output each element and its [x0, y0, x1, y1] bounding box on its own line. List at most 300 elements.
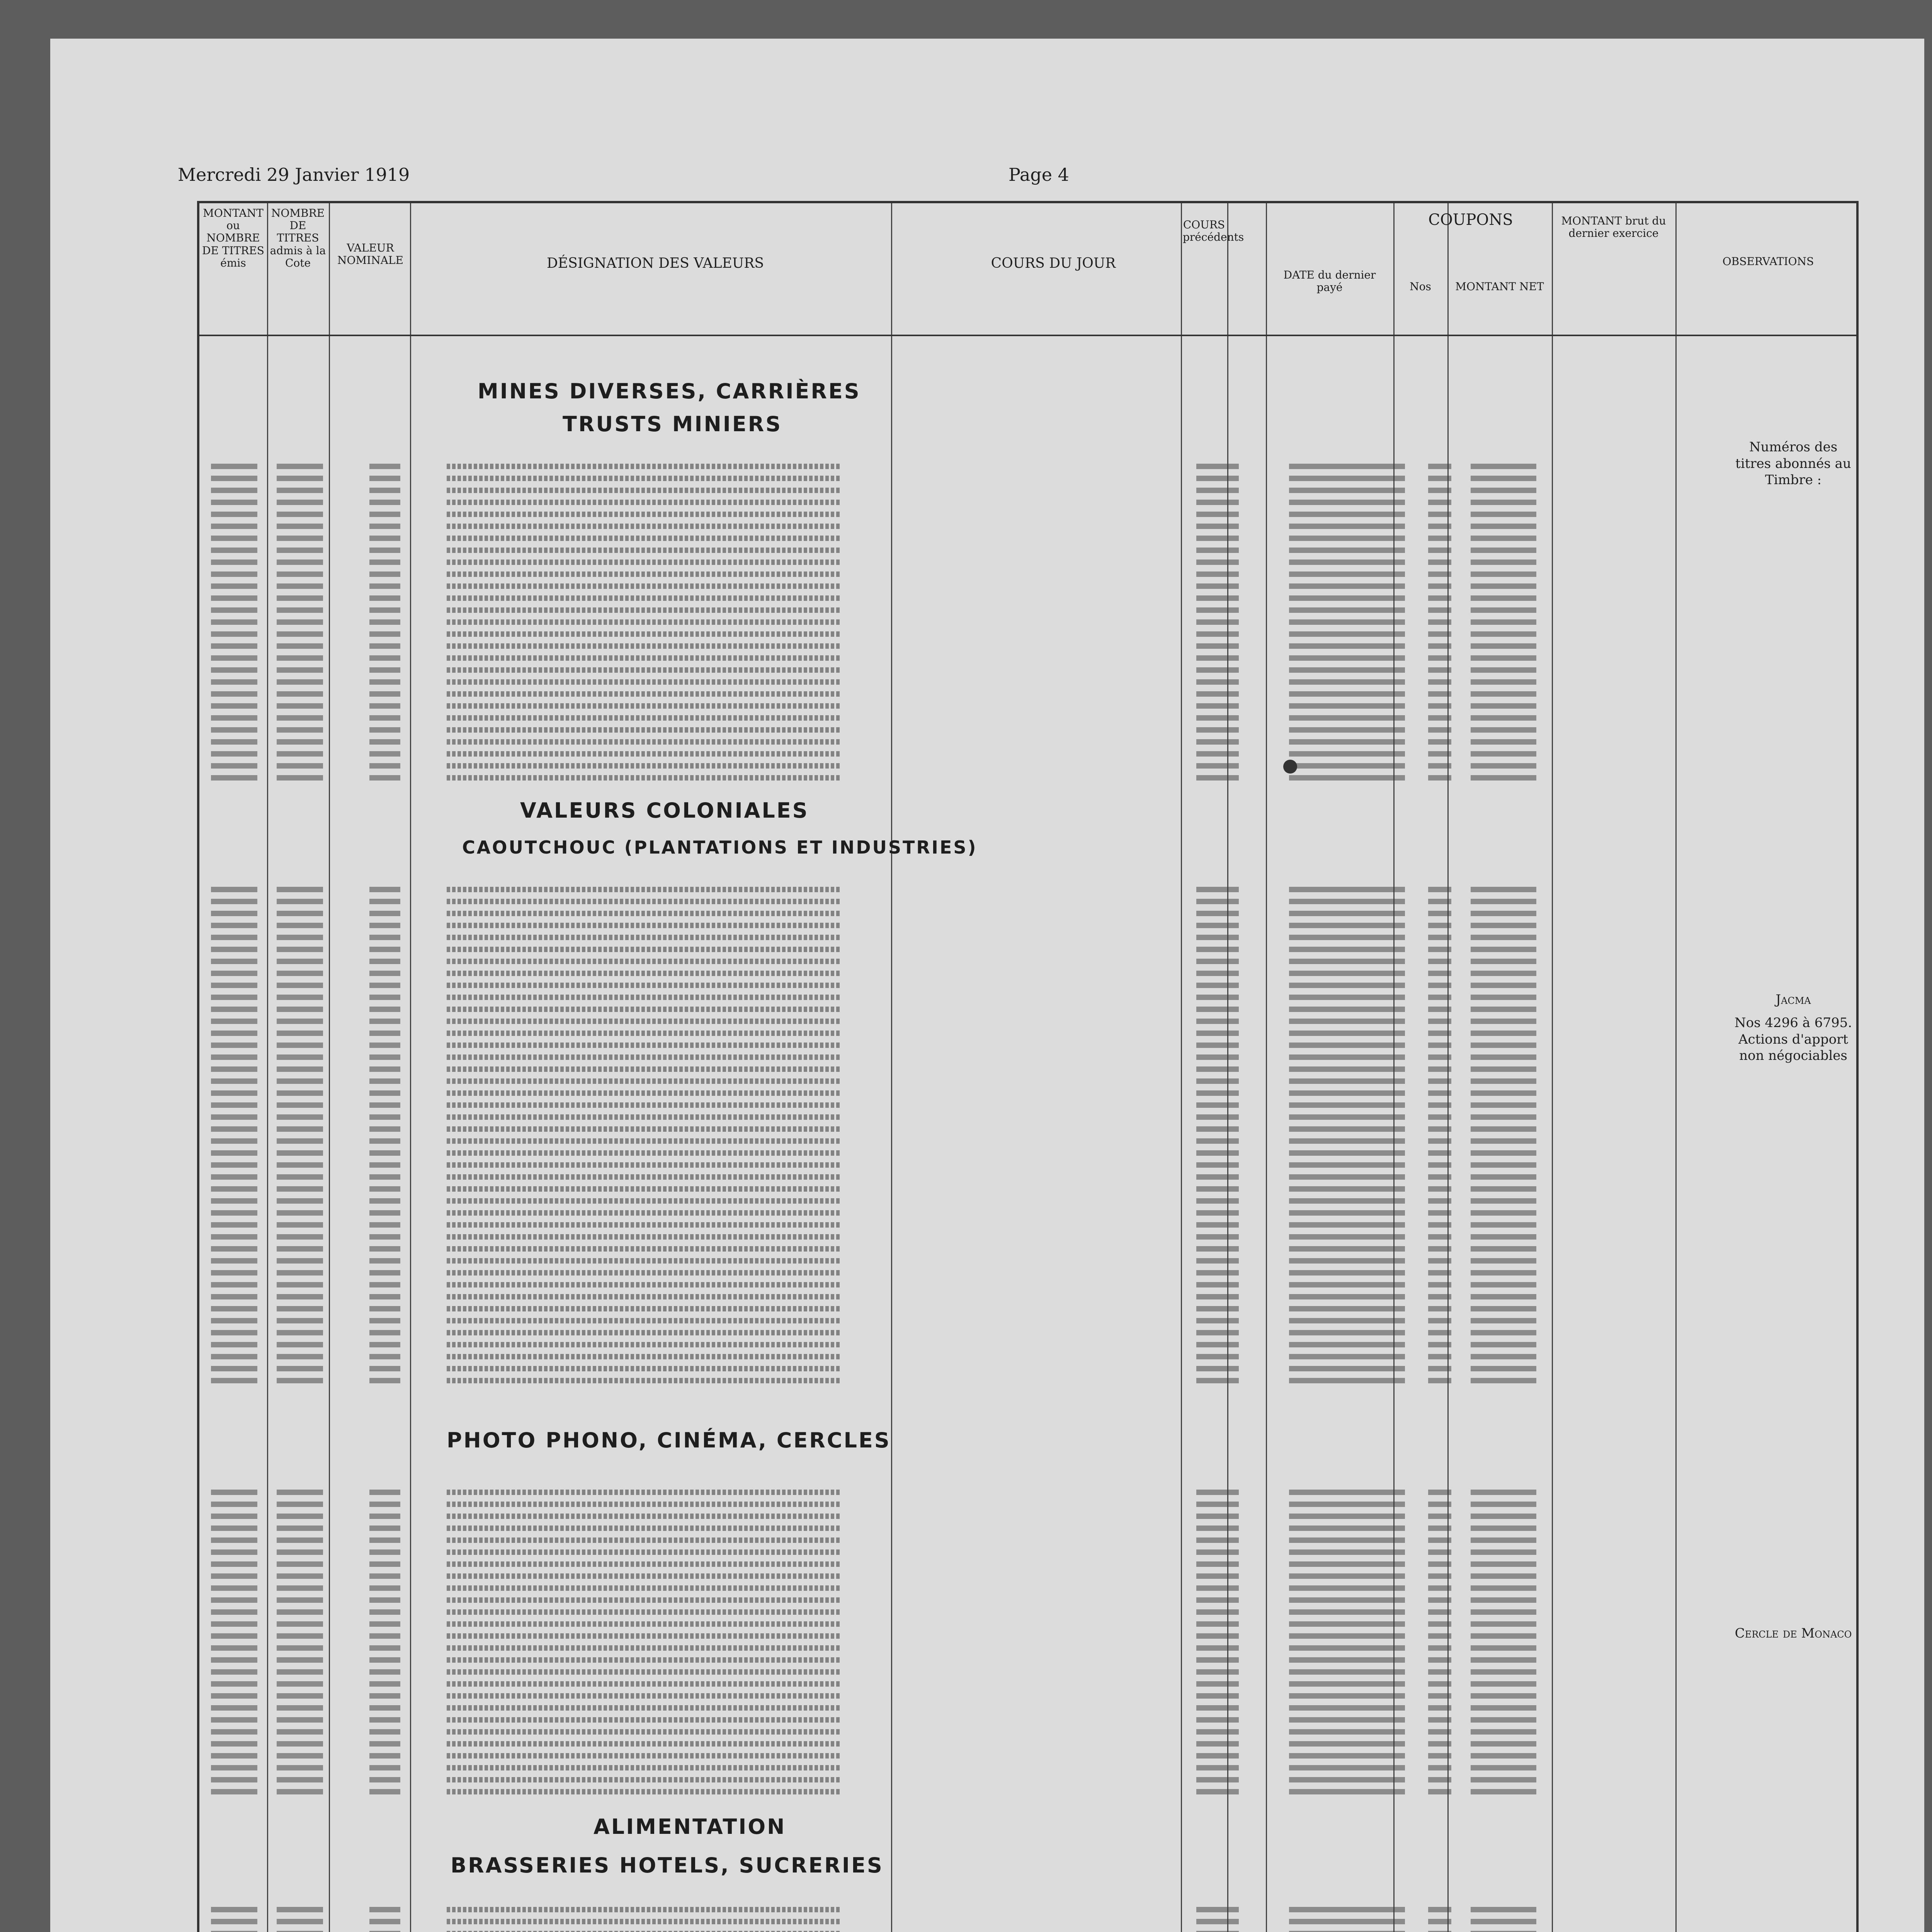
print-texture: [447, 1150, 841, 1156]
print-texture: [369, 655, 400, 661]
print-texture: [1471, 1669, 1536, 1675]
print-texture: [211, 1066, 257, 1072]
print-texture: [211, 727, 257, 733]
listing-line: [199, 472, 1856, 485]
print-texture: [369, 1621, 400, 1627]
table-header: [199, 203, 1856, 336]
print-texture: [211, 1490, 257, 1495]
print-texture: [1196, 691, 1239, 697]
print-texture: [1471, 1282, 1536, 1287]
print-texture: [211, 1573, 257, 1579]
print-texture: [211, 1753, 257, 1759]
print-texture: [1428, 667, 1451, 673]
print-texture: [447, 703, 841, 709]
print-texture: [211, 631, 257, 637]
print-texture: [277, 1342, 323, 1347]
print-texture: [1196, 631, 1239, 637]
section-title-photo: PHOTO PHONO, CINÉMA, CERCLES: [447, 1428, 891, 1452]
print-texture: [1196, 1090, 1239, 1096]
print-texture: [1289, 763, 1405, 769]
print-texture: [369, 1705, 400, 1711]
print-texture: [1471, 536, 1536, 541]
print-texture: [447, 679, 841, 685]
print-texture: [1471, 959, 1536, 964]
print-texture: [1289, 1609, 1405, 1615]
print-texture: [1471, 1174, 1536, 1180]
print-texture: [277, 595, 323, 601]
print-texture: [1196, 1633, 1239, 1639]
print-texture: [277, 899, 323, 904]
print-texture: [1428, 1354, 1451, 1359]
print-texture: [369, 1318, 400, 1323]
print-texture: [1289, 536, 1405, 541]
print-texture: [447, 1019, 841, 1024]
print-texture: [277, 1585, 323, 1591]
print-texture: [1471, 971, 1536, 976]
listing-line: [199, 1303, 1856, 1315]
print-texture: [369, 500, 400, 505]
listing-line: [199, 1570, 1856, 1582]
print-texture: [211, 1705, 257, 1711]
print-texture: [1196, 1198, 1239, 1204]
print-texture: [447, 971, 841, 976]
print-texture: [1471, 947, 1536, 952]
print-texture: [1428, 595, 1451, 601]
print-texture: [1428, 1306, 1451, 1311]
print-texture: [1196, 560, 1239, 565]
print-texture: [1428, 1043, 1451, 1048]
print-texture: [369, 560, 400, 565]
print-texture: [277, 1789, 323, 1794]
print-texture: [1289, 1078, 1405, 1084]
print-texture: [447, 631, 841, 637]
print-texture: [447, 1066, 841, 1072]
print-texture: [1289, 1342, 1405, 1347]
print-texture: [447, 947, 841, 952]
print-texture: [447, 1007, 841, 1012]
print-texture: [447, 775, 841, 781]
print-texture: [447, 1138, 841, 1144]
print-texture: [1289, 1031, 1405, 1036]
print-texture: [1428, 1186, 1451, 1192]
print-texture: [1428, 1174, 1451, 1180]
listing-line: [199, 688, 1856, 700]
print-texture: [1471, 1354, 1536, 1359]
print-texture: [1471, 1741, 1536, 1747]
listing-line: [199, 1327, 1856, 1339]
print-texture: [1471, 1126, 1536, 1132]
print-texture: [1428, 1246, 1451, 1252]
print-texture: [1471, 1366, 1536, 1371]
print-texture: [1428, 1019, 1451, 1024]
print-texture: [1471, 691, 1536, 697]
print-texture: [1196, 1019, 1239, 1024]
print-texture: [1289, 691, 1405, 697]
print-texture: [277, 1222, 323, 1228]
print-texture: [447, 1043, 841, 1048]
listing-line: [199, 1498, 1856, 1510]
print-texture: [211, 667, 257, 673]
print-texture: [1196, 727, 1239, 733]
print-texture: [1196, 1138, 1239, 1144]
print-texture: [211, 1645, 257, 1651]
header-cours-precedents: COURS précédents: [1183, 218, 1244, 244]
print-texture: [1196, 1573, 1239, 1579]
print-texture: [447, 1741, 841, 1747]
print-texture: [1196, 1043, 1239, 1048]
print-texture: [1196, 512, 1239, 517]
print-texture: [211, 1198, 257, 1204]
print-texture: [211, 1342, 257, 1347]
print-texture: [1471, 1234, 1536, 1240]
print-texture: [1289, 1502, 1405, 1507]
print-texture: [1289, 1306, 1405, 1311]
print-texture: [277, 464, 323, 469]
listing-line: [199, 1762, 1856, 1774]
print-texture: [1289, 899, 1405, 904]
print-texture: [211, 763, 257, 769]
listing-line: [199, 1051, 1856, 1063]
print-texture: [277, 971, 323, 976]
listing-line: [199, 1075, 1856, 1087]
print-texture: [1471, 1573, 1536, 1579]
observation-mines: Numéros des titres abonnés au Timbre :: [1735, 439, 1851, 488]
print-texture: [1289, 751, 1405, 757]
print-texture: [1289, 476, 1405, 481]
print-texture: [211, 1031, 257, 1036]
print-texture: [1289, 1366, 1405, 1371]
print-texture: [447, 560, 841, 565]
print-texture: [211, 1078, 257, 1084]
print-texture: [211, 1537, 257, 1543]
listing-line: [199, 991, 1856, 1003]
print-texture: [211, 583, 257, 589]
print-texture: [1289, 655, 1405, 661]
print-texture: [369, 935, 400, 940]
print-texture: [277, 727, 323, 733]
print-texture: [277, 1633, 323, 1639]
header-numero: Nos: [1410, 280, 1431, 293]
print-texture: [277, 995, 323, 1000]
listing-line: [199, 1362, 1856, 1375]
print-texture: [447, 1222, 841, 1228]
listing-line: [199, 1510, 1856, 1522]
print-texture: [277, 1007, 323, 1012]
print-texture: [1289, 1138, 1405, 1144]
print-texture: [447, 1490, 841, 1495]
listing-line: [199, 1171, 1856, 1183]
print-texture: [447, 524, 841, 529]
print-texture: [277, 1717, 323, 1723]
print-texture: [447, 1549, 841, 1555]
print-texture: [447, 959, 841, 964]
print-texture: [369, 1514, 400, 1519]
print-texture: [369, 1222, 400, 1228]
print-texture: [1428, 1258, 1451, 1264]
print-texture: [1289, 1705, 1405, 1711]
print-texture: [447, 1561, 841, 1567]
print-texture: [277, 1354, 323, 1359]
print-texture: [1471, 631, 1536, 637]
print-texture: [1289, 1019, 1405, 1024]
print-texture: [211, 1681, 257, 1687]
print-texture: [1289, 1717, 1405, 1723]
print-texture: [1196, 715, 1239, 721]
section-title-alimentation: ALIMENTATION: [594, 1815, 786, 1839]
print-texture: [211, 1007, 257, 1012]
print-texture: [1471, 1777, 1536, 1782]
print-texture: [1196, 571, 1239, 577]
print-texture: [277, 1174, 323, 1180]
print-texture: [1196, 1234, 1239, 1240]
print-texture: [1196, 1789, 1239, 1794]
print-texture: [1196, 1621, 1239, 1627]
print-texture: [277, 751, 323, 757]
print-texture: [369, 923, 400, 928]
print-texture: [1196, 899, 1239, 904]
print-texture: [369, 536, 400, 541]
print-texture: [277, 1294, 323, 1299]
print-texture: [211, 911, 257, 916]
print-texture: [1471, 1330, 1536, 1335]
print-texture: [277, 536, 323, 541]
print-texture: [447, 1258, 841, 1264]
print-texture: [1289, 739, 1405, 745]
print-texture: [211, 971, 257, 976]
print-texture: [1289, 1919, 1405, 1924]
print-texture: [1428, 1919, 1451, 1924]
print-texture: [211, 751, 257, 757]
print-texture: [369, 1919, 400, 1924]
print-texture: [1196, 1597, 1239, 1603]
print-texture: [1471, 1789, 1536, 1794]
print-texture: [1289, 524, 1405, 529]
listing-line: [199, 1915, 1856, 1928]
print-texture: [1428, 583, 1451, 589]
print-texture: [447, 1210, 841, 1216]
print-texture: [1289, 1573, 1405, 1579]
print-texture: [1471, 1294, 1536, 1299]
print-texture: [1289, 643, 1405, 649]
print-texture: [1196, 1717, 1239, 1723]
print-texture: [369, 1174, 400, 1180]
print-texture: [277, 1258, 323, 1264]
print-texture: [1196, 1282, 1239, 1287]
print-texture: [1289, 1741, 1405, 1747]
print-texture: [369, 911, 400, 916]
print-texture: [1289, 1514, 1405, 1519]
listing-line: [199, 544, 1856, 556]
print-texture: [277, 1919, 323, 1924]
print-texture: [1196, 1258, 1239, 1264]
print-texture: [1289, 1198, 1405, 1204]
print-texture: [277, 655, 323, 661]
print-texture: [1196, 595, 1239, 601]
running-header: [178, 164, 1897, 191]
listing-line: [199, 748, 1856, 760]
print-texture: [369, 1366, 400, 1371]
print-texture: [447, 1366, 841, 1371]
print-texture: [277, 1777, 323, 1782]
print-texture: [369, 739, 400, 745]
print-texture: [369, 1019, 400, 1024]
print-texture: [1471, 1561, 1536, 1567]
print-texture: [369, 1031, 400, 1036]
print-texture: [1428, 959, 1451, 964]
print-texture: [1428, 1318, 1451, 1323]
print-texture: [277, 715, 323, 721]
print-texture: [1428, 1765, 1451, 1770]
print-texture: [447, 1717, 841, 1723]
print-texture: [1471, 1150, 1536, 1156]
print-texture: [1428, 947, 1451, 952]
print-texture: [1428, 1198, 1451, 1204]
print-texture: [447, 1537, 841, 1543]
print-texture: [1428, 1669, 1451, 1675]
header-montant: MONTANT ou NOMBRE DE TITRES émis: [202, 207, 264, 269]
print-texture: [1471, 1621, 1536, 1627]
print-texture: [1428, 899, 1451, 904]
print-texture: [1196, 1078, 1239, 1084]
print-texture: [447, 476, 841, 481]
print-texture: [1289, 1561, 1405, 1567]
print-texture: [277, 1318, 323, 1323]
listing-line: [199, 1618, 1856, 1630]
print-texture: [1289, 1645, 1405, 1651]
print-texture: [277, 911, 323, 916]
print-texture: [211, 1354, 257, 1359]
print-texture: [369, 1669, 400, 1675]
listing-line: [199, 1522, 1856, 1534]
print-texture: [369, 995, 400, 1000]
print-texture: [1289, 1066, 1405, 1072]
print-texture: [1289, 1526, 1405, 1531]
print-texture: [1289, 1597, 1405, 1603]
print-texture: [369, 512, 400, 517]
print-texture: [369, 464, 400, 469]
print-texture: [1289, 1102, 1405, 1108]
print-texture: [1289, 1378, 1405, 1383]
print-texture: [1428, 1514, 1451, 1519]
print-texture: [211, 1258, 257, 1264]
print-texture: [1428, 1066, 1451, 1072]
listing-line: [199, 1291, 1856, 1303]
print-texture: [277, 923, 323, 928]
header-coupons: COUPONS: [1428, 211, 1513, 229]
header-designation: DÉSIGNATION DES VALEURS: [546, 255, 764, 271]
print-texture: [1428, 1234, 1451, 1240]
print-texture: [1471, 1514, 1536, 1519]
print-texture: [1471, 1342, 1536, 1347]
print-texture: [1196, 935, 1239, 940]
print-texture: [447, 1502, 841, 1507]
print-texture: [1471, 595, 1536, 601]
listing-line: [199, 1123, 1856, 1135]
print-texture: [1471, 887, 1536, 892]
print-texture: [277, 1270, 323, 1276]
print-texture: [277, 1561, 323, 1567]
print-texture: [1196, 1306, 1239, 1311]
print-texture: [1196, 1126, 1239, 1132]
print-texture: [1471, 1114, 1536, 1120]
print-texture: [369, 1573, 400, 1579]
print-texture: [1428, 548, 1451, 553]
print-texture: [1428, 971, 1451, 976]
header-date-paye: DATE du dernier payé: [1283, 269, 1376, 294]
print-texture: [1471, 1717, 1536, 1723]
print-texture: [1428, 1222, 1451, 1228]
print-texture: [447, 899, 841, 904]
print-texture: [211, 1549, 257, 1555]
listing-line: [199, 1726, 1856, 1738]
print-texture: [369, 1258, 400, 1264]
print-texture: [277, 488, 323, 493]
print-texture: [211, 1246, 257, 1252]
listing-line: [199, 1750, 1856, 1762]
print-texture: [1196, 1102, 1239, 1108]
print-texture: [1289, 1126, 1405, 1132]
print-texture: [1196, 607, 1239, 613]
listing-line: [199, 1243, 1856, 1255]
print-texture: [1471, 1526, 1536, 1531]
print-texture: [1289, 583, 1405, 589]
print-texture: [1289, 703, 1405, 709]
header-brut: MONTANT brut du dernier exercice: [1561, 214, 1666, 240]
print-texture: [1289, 512, 1405, 517]
print-texture: [447, 1597, 841, 1603]
listing-line: [199, 508, 1856, 520]
print-texture: [447, 1306, 841, 1311]
print-texture: [447, 1526, 841, 1531]
print-texture: [211, 1585, 257, 1591]
listing-line: [199, 1927, 1856, 1932]
print-texture: [277, 643, 323, 649]
print-texture: [211, 1282, 257, 1287]
print-texture: [1471, 1066, 1536, 1072]
print-texture: [1196, 1174, 1239, 1180]
header-montant-net: MONTANT NET: [1455, 280, 1544, 293]
print-texture: [369, 1270, 400, 1276]
print-texture: [447, 1342, 841, 1347]
print-texture: [369, 1490, 400, 1495]
print-texture: [1471, 1765, 1536, 1770]
print-texture: [211, 1789, 257, 1794]
print-texture: [1428, 1078, 1451, 1084]
print-texture: [277, 1162, 323, 1168]
print-texture: [1196, 1378, 1239, 1383]
print-texture: [1289, 1174, 1405, 1180]
listing-line: [199, 1786, 1856, 1798]
stock-table: [197, 201, 1859, 1932]
print-texture: [1196, 1342, 1239, 1347]
print-texture: [369, 476, 400, 481]
print-texture: [1428, 1378, 1451, 1383]
print-texture: [369, 1789, 400, 1794]
print-texture: [1428, 1753, 1451, 1759]
listing-line: [199, 1003, 1856, 1015]
print-texture: [277, 1114, 323, 1120]
print-texture: [1428, 524, 1451, 529]
print-texture: [211, 1019, 257, 1024]
print-texture: [1196, 1366, 1239, 1371]
print-texture: [211, 1621, 257, 1627]
print-texture: [211, 1054, 257, 1060]
print-texture: [447, 512, 841, 517]
print-texture: [211, 1330, 257, 1335]
print-texture: [447, 691, 841, 697]
print-texture: [1471, 1043, 1536, 1048]
print-texture: [277, 1330, 323, 1335]
